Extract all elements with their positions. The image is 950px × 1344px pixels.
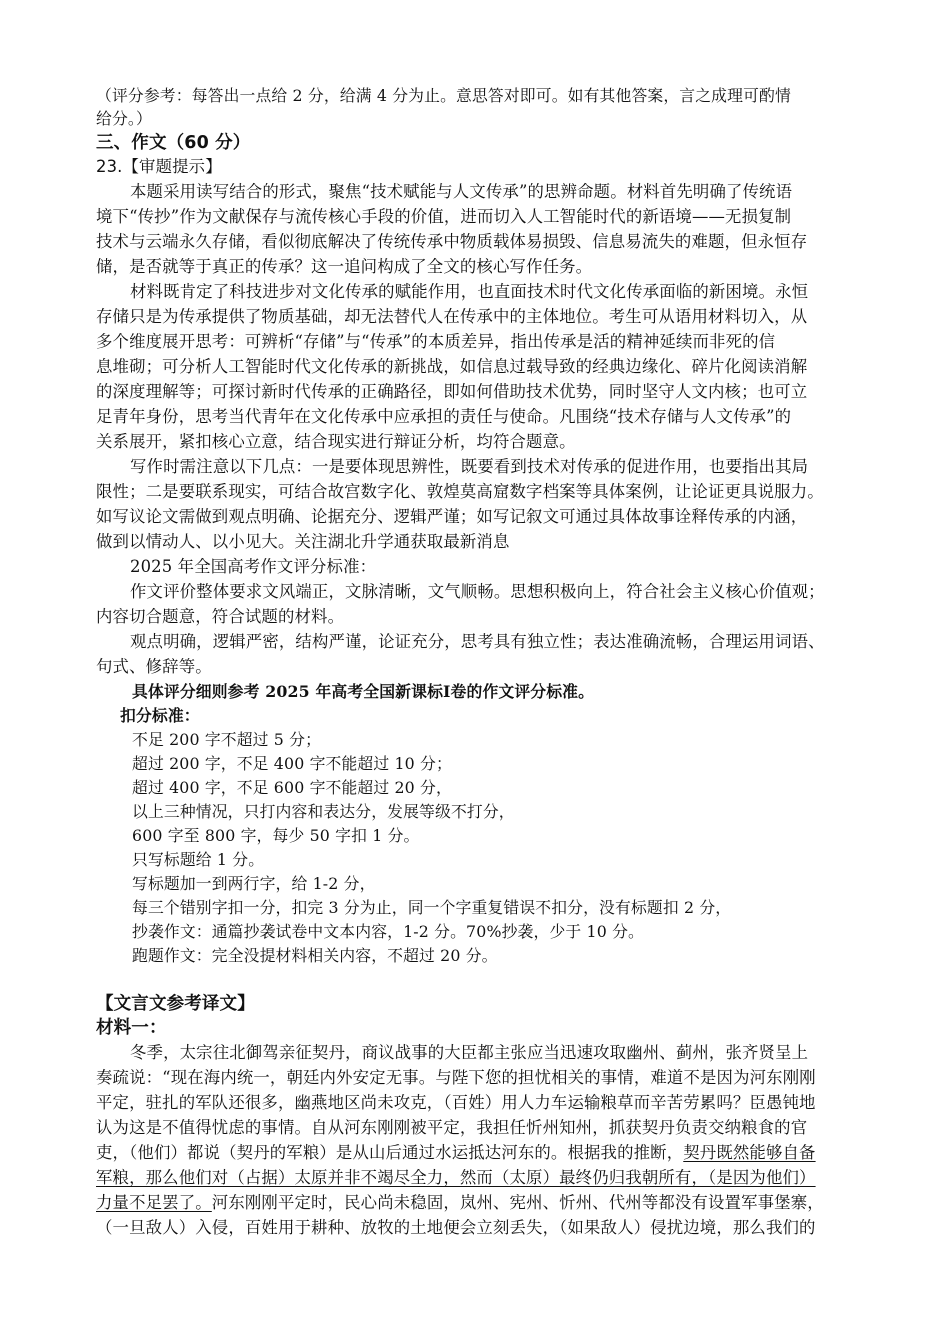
translation-line: 平定，驻扎的军队还很多，幽燕地区尚未攻克，（百姓）用人力车运输粮草而辛苦劳累吗？臣愚钝地 <box>96 1093 816 1112</box>
paragraph-line: 作文评价整体要求文风端正，文脉清晰，文气顺畅。思想积极向上，符合社会主义核心价值观； <box>130 582 825 601</box>
standard-title: 2025 年全国高考作文评分标准： <box>130 557 377 576</box>
deduction-item: 超过 200 字，不足 400 字不能超过 10 分； <box>132 754 452 773</box>
paragraph-line: 的深度理解等；可探讨新时代传承的正确路径，即如何借助技术优势，同时坚守人文内核；也可立 <box>96 382 808 401</box>
underlined-text: 力量不足罢了。 <box>96 1193 212 1212</box>
deduction-item: 跑题作文：完全没提材料相关内容，不超过 20 分。 <box>132 946 498 965</box>
translation-line: （一旦敌人）入侵，百姓用于耕种、放牧的土地便会立刻丢失，（如果敌人）侵扰边境，那么我们的 <box>96 1218 816 1237</box>
translation-line: 认为这是不值得忧虑的事情。自从河东刚刚被平定，我担任忻州知州，抓获契丹负责交纳粮食的官 <box>96 1118 808 1137</box>
detail-title: 具体评分细则参考 2025 年高考全国新课标Ⅰ卷的作文评分标准。 <box>132 682 595 701</box>
translation-heading: 【文言文参考译文】 <box>96 994 255 1014</box>
paragraph-line: 材料既肯定了科技进步对文化传承的赋能作用，也直面技术时代文化传承面临的新困境。永恒 <box>130 282 809 301</box>
paragraph-line: 技术与云端永久存储，看似彻底解决了传统传承中物质载体易损毁、信息易流失的难题，但永恒存 <box>96 232 808 251</box>
deduction-item: 写标题加一到两行字，给 1-2 分， <box>132 874 376 893</box>
translation-text: 吏，（他们）都说（契丹的军粮）是从山后通过水运抵达河东的。根据我的推断， <box>96 1143 684 1162</box>
paragraph-line: 句式、修辞等。 <box>96 657 212 676</box>
paragraph-line: 本题采用读写结合的形式，聚焦“技术赋能与人文传承”的思辨命题。材料首先明确了传统语 <box>130 182 793 201</box>
paragraph-line: 写作时需注意以下几点：一是要体现思辨性，既要看到技术对传承的促进作用，也要指出其局 <box>130 457 809 476</box>
scoring-note-line: 给分。） <box>96 109 152 128</box>
paragraph-line: 内容切合题意，符合试题的材料。 <box>96 607 345 626</box>
scoring-note-line: （评分参考：每答出一点给 2 分，给满 4 分为止。意思答对即可。如有其他答案，言之成理可酌情 <box>96 86 791 105</box>
deduction-item: 每三个错别字扣一分，扣完 3 分为止，同一个字重复错误不扣分，没有标题扣 2 分， <box>132 898 732 917</box>
paragraph-line: 境下“传抄”作为文献保存与流传核心手段的价值，进而切入人工智能时代的新语境——无损复制 <box>96 207 792 226</box>
paragraph-line: 储，是否就等于真正的传承？这一追问构成了全文的核心写作任务。 <box>96 257 593 276</box>
paragraph-line: 存储只是为传承提供了物质基础，却无法替代人在传承中的主体地位。考生可从语用材料切入，从 <box>96 307 808 326</box>
paragraph-line: 限性；二是要联系现实，可结合故宫数字化、敦煌莫高窟数字档案等具体案例，让论证更具说服力。 <box>96 482 824 501</box>
paragraph-line: 做到以情动人、以小见大。关注湖北升学通获取最新消息 <box>96 532 510 551</box>
translation-line <box>96 1191 824 1215</box>
underlined-text: 契丹既然能够自备 <box>683 1143 816 1162</box>
paragraph-line: 观点明确，逻辑严密，结构严谨，论证充分，思考具有独立性；表达准确流畅，合理运用词语、 <box>130 632 825 651</box>
paragraph-line: 足青年身份，思考当代青年在文化传承中应承担的责任与使命。凡围绕“技术存储与人文传承”的 <box>96 407 792 426</box>
question-heading: 23.【审题提示】 <box>96 157 222 176</box>
translation-text: 河东刚刚平定时，民心尚未稳固，岚州、宪州、忻州、代州等都没有设置军事堡寨， <box>211 1193 824 1212</box>
translation-line: 奏疏说：“现在海内统一，朝廷内外安定无事。与陛下您的担忧相关的事情，难道不是因为河东刚刚 <box>96 1068 816 1087</box>
paragraph-line: 息堆砌；可分析人工智能时代文化传承的新挑战，如信息过载导致的经典边缘化、碎片化阅读消解 <box>96 357 808 376</box>
deduction-item: 只写标题给 1 分。 <box>132 850 265 869</box>
section-heading: 三、作文（60 分） <box>96 133 251 153</box>
deduction-item: 以上三种情况，只打内容和表达分，发展等级不打分， <box>132 802 515 821</box>
deduction-item: 超过 400 字，不足 600 字不能超过 20 分， <box>132 778 452 797</box>
deduction-title: 扣分标准： <box>120 706 200 725</box>
deduction-item: 不足 200 字不超过 5 分； <box>132 730 322 749</box>
paragraph-line: 关系展开，紧扣核心立意，结合现实进行辩证分析，均符合题意。 <box>96 432 576 451</box>
deduction-item: 抄袭作文：通篇抄袭试卷中文本内容，1-2 分。70%抄袭，少于 10 分。 <box>132 922 644 941</box>
translation-line: 冬季，太宗往北御驾亲征契丹，商议战事的大臣都主张应当迅速攻取幽州、蓟州，张齐贤呈上 <box>130 1043 809 1062</box>
deduction-item: 600 字至 800 字，每少 50 字扣 1 分。 <box>132 826 420 845</box>
translation-line <box>96 1141 816 1165</box>
underlined-line: 军粮，那么他们对（占据）太原并非不竭尽全力，然而（太原）最终仍归我朝所有，（是因为他们） <box>96 1168 816 1187</box>
paragraph-line: 多个维度展开思考：可辨析“存储”与“传承”的本质差异，指出传承是活的精神延续而非死的信 <box>96 332 776 351</box>
material-label: 材料一： <box>96 1018 167 1038</box>
paragraph-line: 如写议论文需做到观点明确、论据充分、逻辑严谨；如写记叙文可通过具体故事诠释传承的内涵， <box>96 507 808 526</box>
